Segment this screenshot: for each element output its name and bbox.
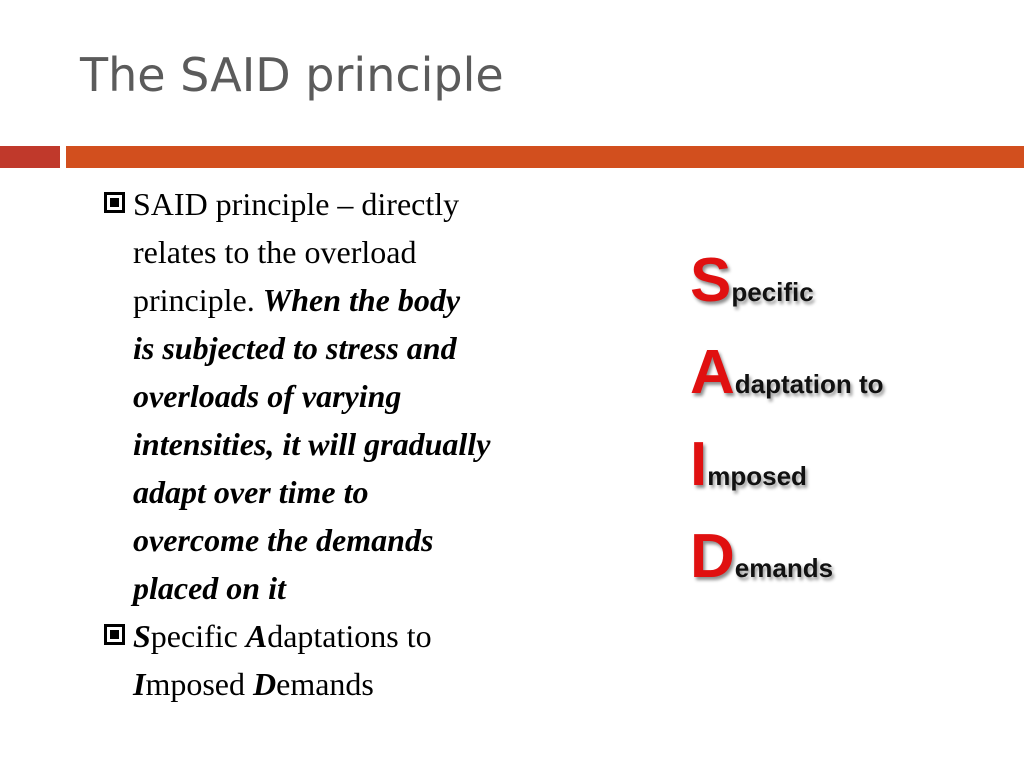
slide-title: The SAID principle — [80, 48, 504, 102]
acronym-row-imposed — [690, 430, 990, 526]
bullet-line: placed on it — [133, 570, 286, 606]
acronym-letter: S — [133, 618, 151, 654]
bullet-line — [133, 660, 594, 708]
bullet-text-plain: principle. — [133, 282, 263, 318]
acronym-letter: A — [245, 618, 268, 654]
acronym-big-letter: I — [690, 430, 708, 499]
said-acronym-graphic — [690, 246, 990, 618]
bullet-list — [104, 180, 594, 708]
bullet-line: adapt over time to — [133, 474, 369, 510]
bullet-line: overcome the demands — [133, 522, 434, 558]
bullet-line — [133, 612, 594, 660]
acronym-letter: I — [133, 666, 146, 702]
acronym-word-rest: pecific — [150, 618, 246, 654]
acronym-word: pecific — [731, 277, 814, 307]
acronym-letter: D — [253, 666, 277, 702]
acronym-row-specific — [690, 246, 990, 342]
acronym-word: emands — [734, 553, 834, 583]
bullet-line: overloads of varying — [133, 378, 402, 414]
bullet-line: SAID principle – directly — [133, 186, 460, 222]
square-bullet-icon — [104, 192, 125, 213]
acronym-row-adaptation — [690, 338, 990, 434]
acronym-word: daptation to — [734, 369, 884, 399]
acronym-word: mposed — [707, 461, 807, 491]
title-rule-accent — [0, 146, 60, 168]
bullet-said-definition — [104, 180, 594, 612]
acronym-big-letter: A — [690, 338, 735, 407]
bullet-line: relates to the overload — [133, 234, 417, 270]
bullet-line: intensities, it will gradually — [133, 426, 491, 462]
acronym-row-demands — [690, 522, 990, 618]
bullet-line — [133, 276, 594, 324]
bullet-said-expansion — [104, 612, 594, 708]
acronym-big-letter: S — [690, 246, 732, 315]
acronym-word-rest: emands — [276, 666, 374, 702]
bullet-text-emphasis: When the body — [262, 282, 461, 318]
acronym-word-rest: daptations to — [267, 618, 432, 654]
bullet-line: is subjected to stress and — [133, 330, 457, 366]
square-bullet-icon — [104, 624, 125, 645]
acronym-big-letter: D — [690, 522, 735, 591]
acronym-word-rest: mposed — [145, 666, 253, 702]
title-rule-bar — [66, 146, 1024, 168]
